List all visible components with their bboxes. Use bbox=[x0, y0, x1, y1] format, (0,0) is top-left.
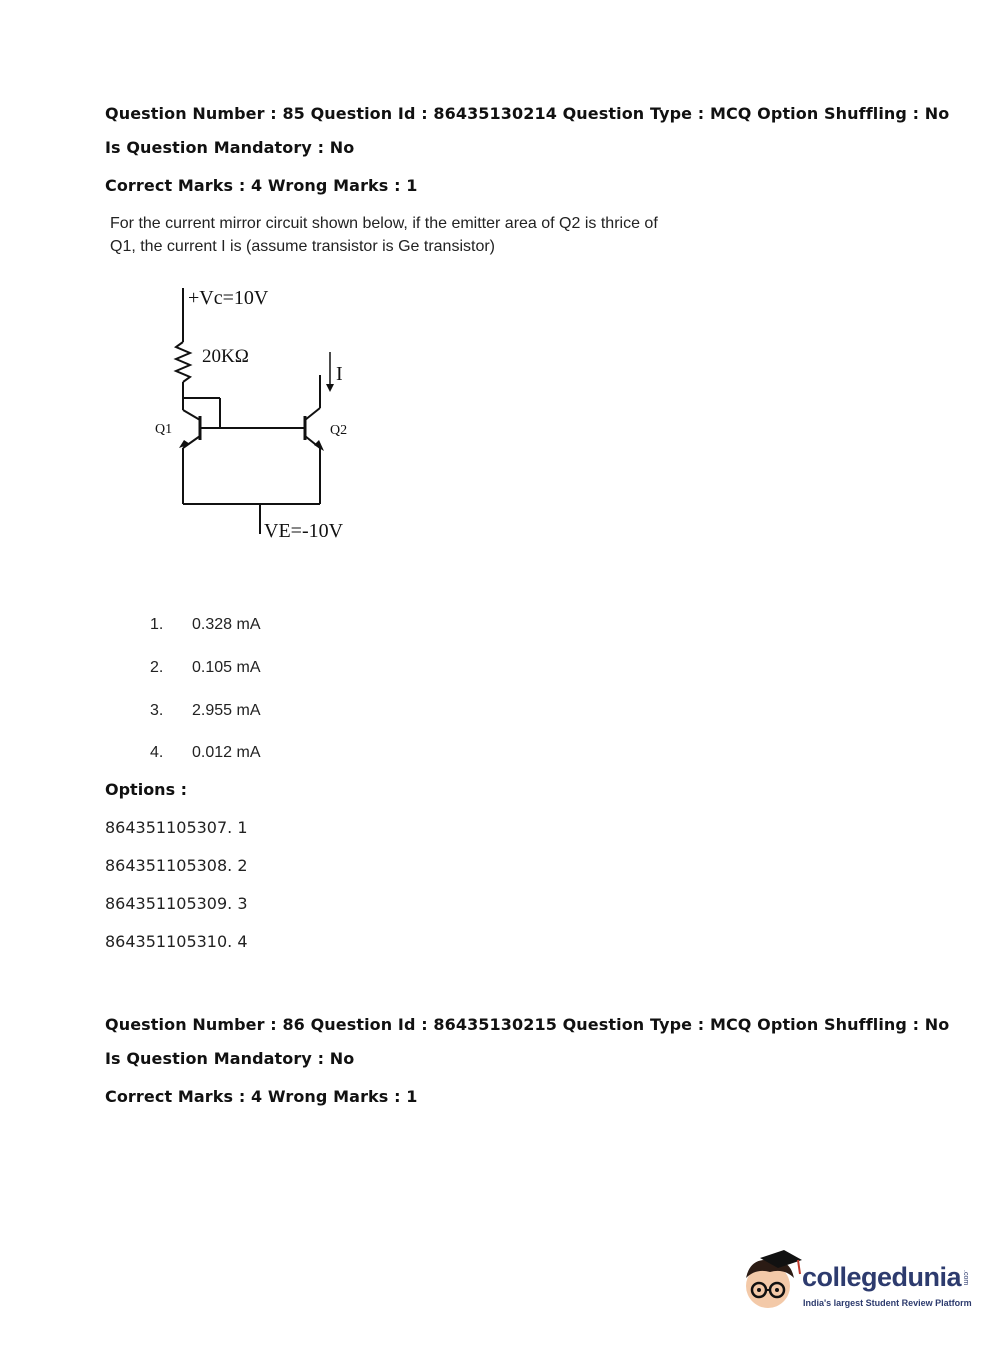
current-label: I bbox=[336, 363, 343, 385]
q86-marks-line: Correct Marks : 4 Wrong Marks : 1 bbox=[105, 1087, 418, 1106]
q1-label: Q1 bbox=[155, 422, 173, 437]
choice-text: 0.105 mA bbox=[192, 659, 261, 676]
choice-number: 1. bbox=[150, 616, 164, 633]
option-id-4: 864351105310. 4 bbox=[105, 932, 248, 951]
choice-number: 2. bbox=[150, 659, 164, 676]
q85-stem-line1: For the current mirror circuit shown below, if the emitter area of Q2 is thrice of bbox=[110, 215, 658, 232]
resistor-20k bbox=[176, 342, 190, 382]
choice-2 bbox=[150, 659, 260, 677]
q2-collector bbox=[305, 408, 320, 420]
choice-4 bbox=[150, 744, 260, 762]
q85-header-line1: Question Number : 85 Question Id : 86435130214 Question Type : MCQ Option Shuffling : No bbox=[105, 104, 950, 123]
choice-number: 3. bbox=[150, 702, 164, 719]
choice-text: 0.012 mA bbox=[192, 744, 261, 761]
logo-wordmark: collegedunia bbox=[802, 1262, 962, 1292]
choice-text: 2.955 mA bbox=[192, 702, 261, 719]
vc-label: +Vc=10V bbox=[188, 287, 269, 309]
choice-1 bbox=[150, 616, 260, 634]
q85-marks-line: Correct Marks : 4 Wrong Marks : 1 bbox=[105, 176, 418, 195]
logo-dotcom: .com bbox=[962, 1270, 969, 1286]
resistor-label: 20KΩ bbox=[202, 346, 249, 367]
q86-header-line1: Question Number : 86 Question Id : 86435130215 Question Type : MCQ Option Shuffling : No bbox=[105, 1015, 950, 1034]
q85-mandatory-line: Is Question Mandatory : No bbox=[105, 138, 355, 157]
choice-3 bbox=[150, 702, 260, 720]
q1-collector bbox=[183, 410, 200, 420]
current-arrow-head bbox=[326, 384, 334, 392]
current-mirror-circuit-diagram bbox=[150, 280, 380, 550]
ve-label: VE=-10V bbox=[264, 520, 344, 542]
option-id-1: 864351105307. 1 bbox=[105, 818, 248, 837]
q85-stem-line2: Q1, the current I is (assume transistor is Ge transistor) bbox=[110, 238, 496, 255]
mascot-icon bbox=[740, 1248, 804, 1318]
options-label: Options : bbox=[105, 780, 188, 799]
q2-label: Q2 bbox=[330, 423, 348, 438]
collegedunia-logo bbox=[740, 1248, 980, 1318]
logo-tagline: India's largest Student Review Platform bbox=[803, 1298, 972, 1308]
q85-question-stem bbox=[110, 212, 750, 258]
q86-mandatory-line: Is Question Mandatory : No bbox=[105, 1049, 355, 1068]
choice-text: 0.328 mA bbox=[192, 616, 261, 633]
option-id-3: 864351105309. 3 bbox=[105, 894, 248, 913]
choice-number: 4. bbox=[150, 744, 164, 761]
option-id-2: 864351105308. 2 bbox=[105, 856, 248, 875]
